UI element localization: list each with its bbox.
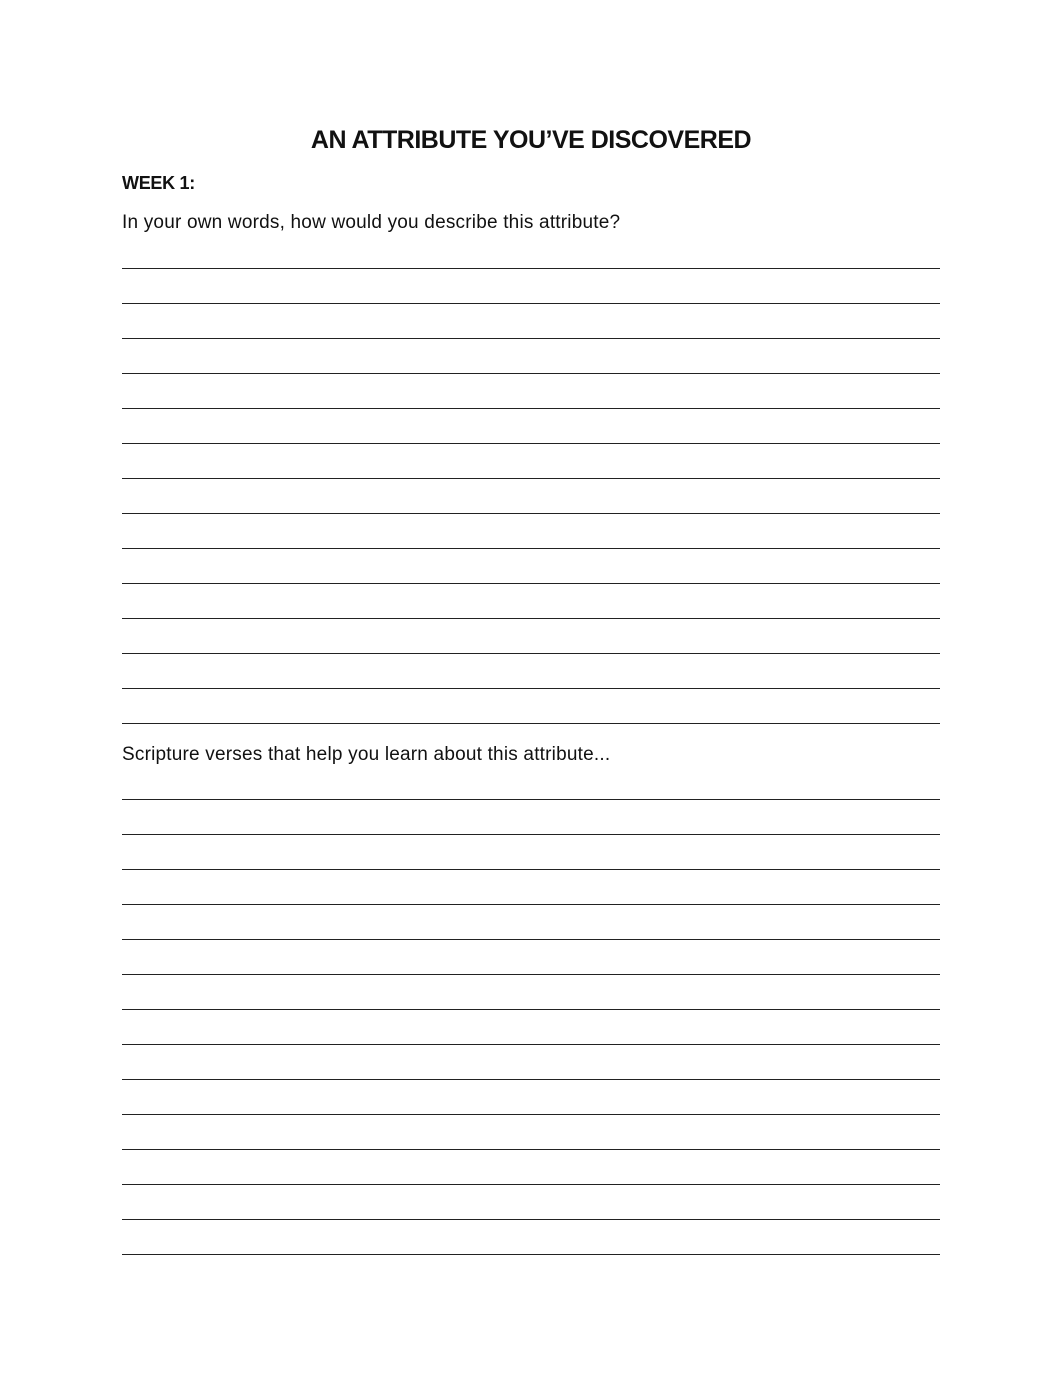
writing-line [122,409,940,444]
description-prompt: In your own words, how would you describe this attribute? [122,212,621,233]
writing-line [122,514,940,549]
writing-line [122,905,940,940]
scripture-prompt: Scripture verses that help you learn about this attribute... [122,744,611,765]
writing-line [122,870,940,905]
writing-line [122,374,940,409]
week-label: WEEK 1: [122,173,195,193]
writing-line [122,940,940,975]
description-writing-lines [122,234,940,724]
writing-line [122,1045,940,1080]
page-title: AN ATTRIBUTE YOU’VE DISCOVERED [310,126,752,154]
writing-line [122,654,940,689]
writing-line [122,1185,940,1220]
scripture-writing-lines [122,765,940,1255]
writing-line [122,1220,940,1255]
writing-line [122,1115,940,1150]
writing-line [122,1010,940,1045]
writing-line [122,269,940,304]
writing-line [122,765,940,800]
writing-line [122,835,940,870]
writing-line [122,444,940,479]
writing-line [122,1150,940,1185]
writing-line [122,584,940,619]
writing-line [122,479,940,514]
writing-line [122,304,940,339]
writing-line [122,619,940,654]
writing-line [122,800,940,835]
writing-line [122,234,940,269]
writing-line [122,689,940,724]
writing-line [122,1080,940,1115]
writing-line [122,339,940,374]
writing-line [122,975,940,1010]
writing-line [122,549,940,584]
